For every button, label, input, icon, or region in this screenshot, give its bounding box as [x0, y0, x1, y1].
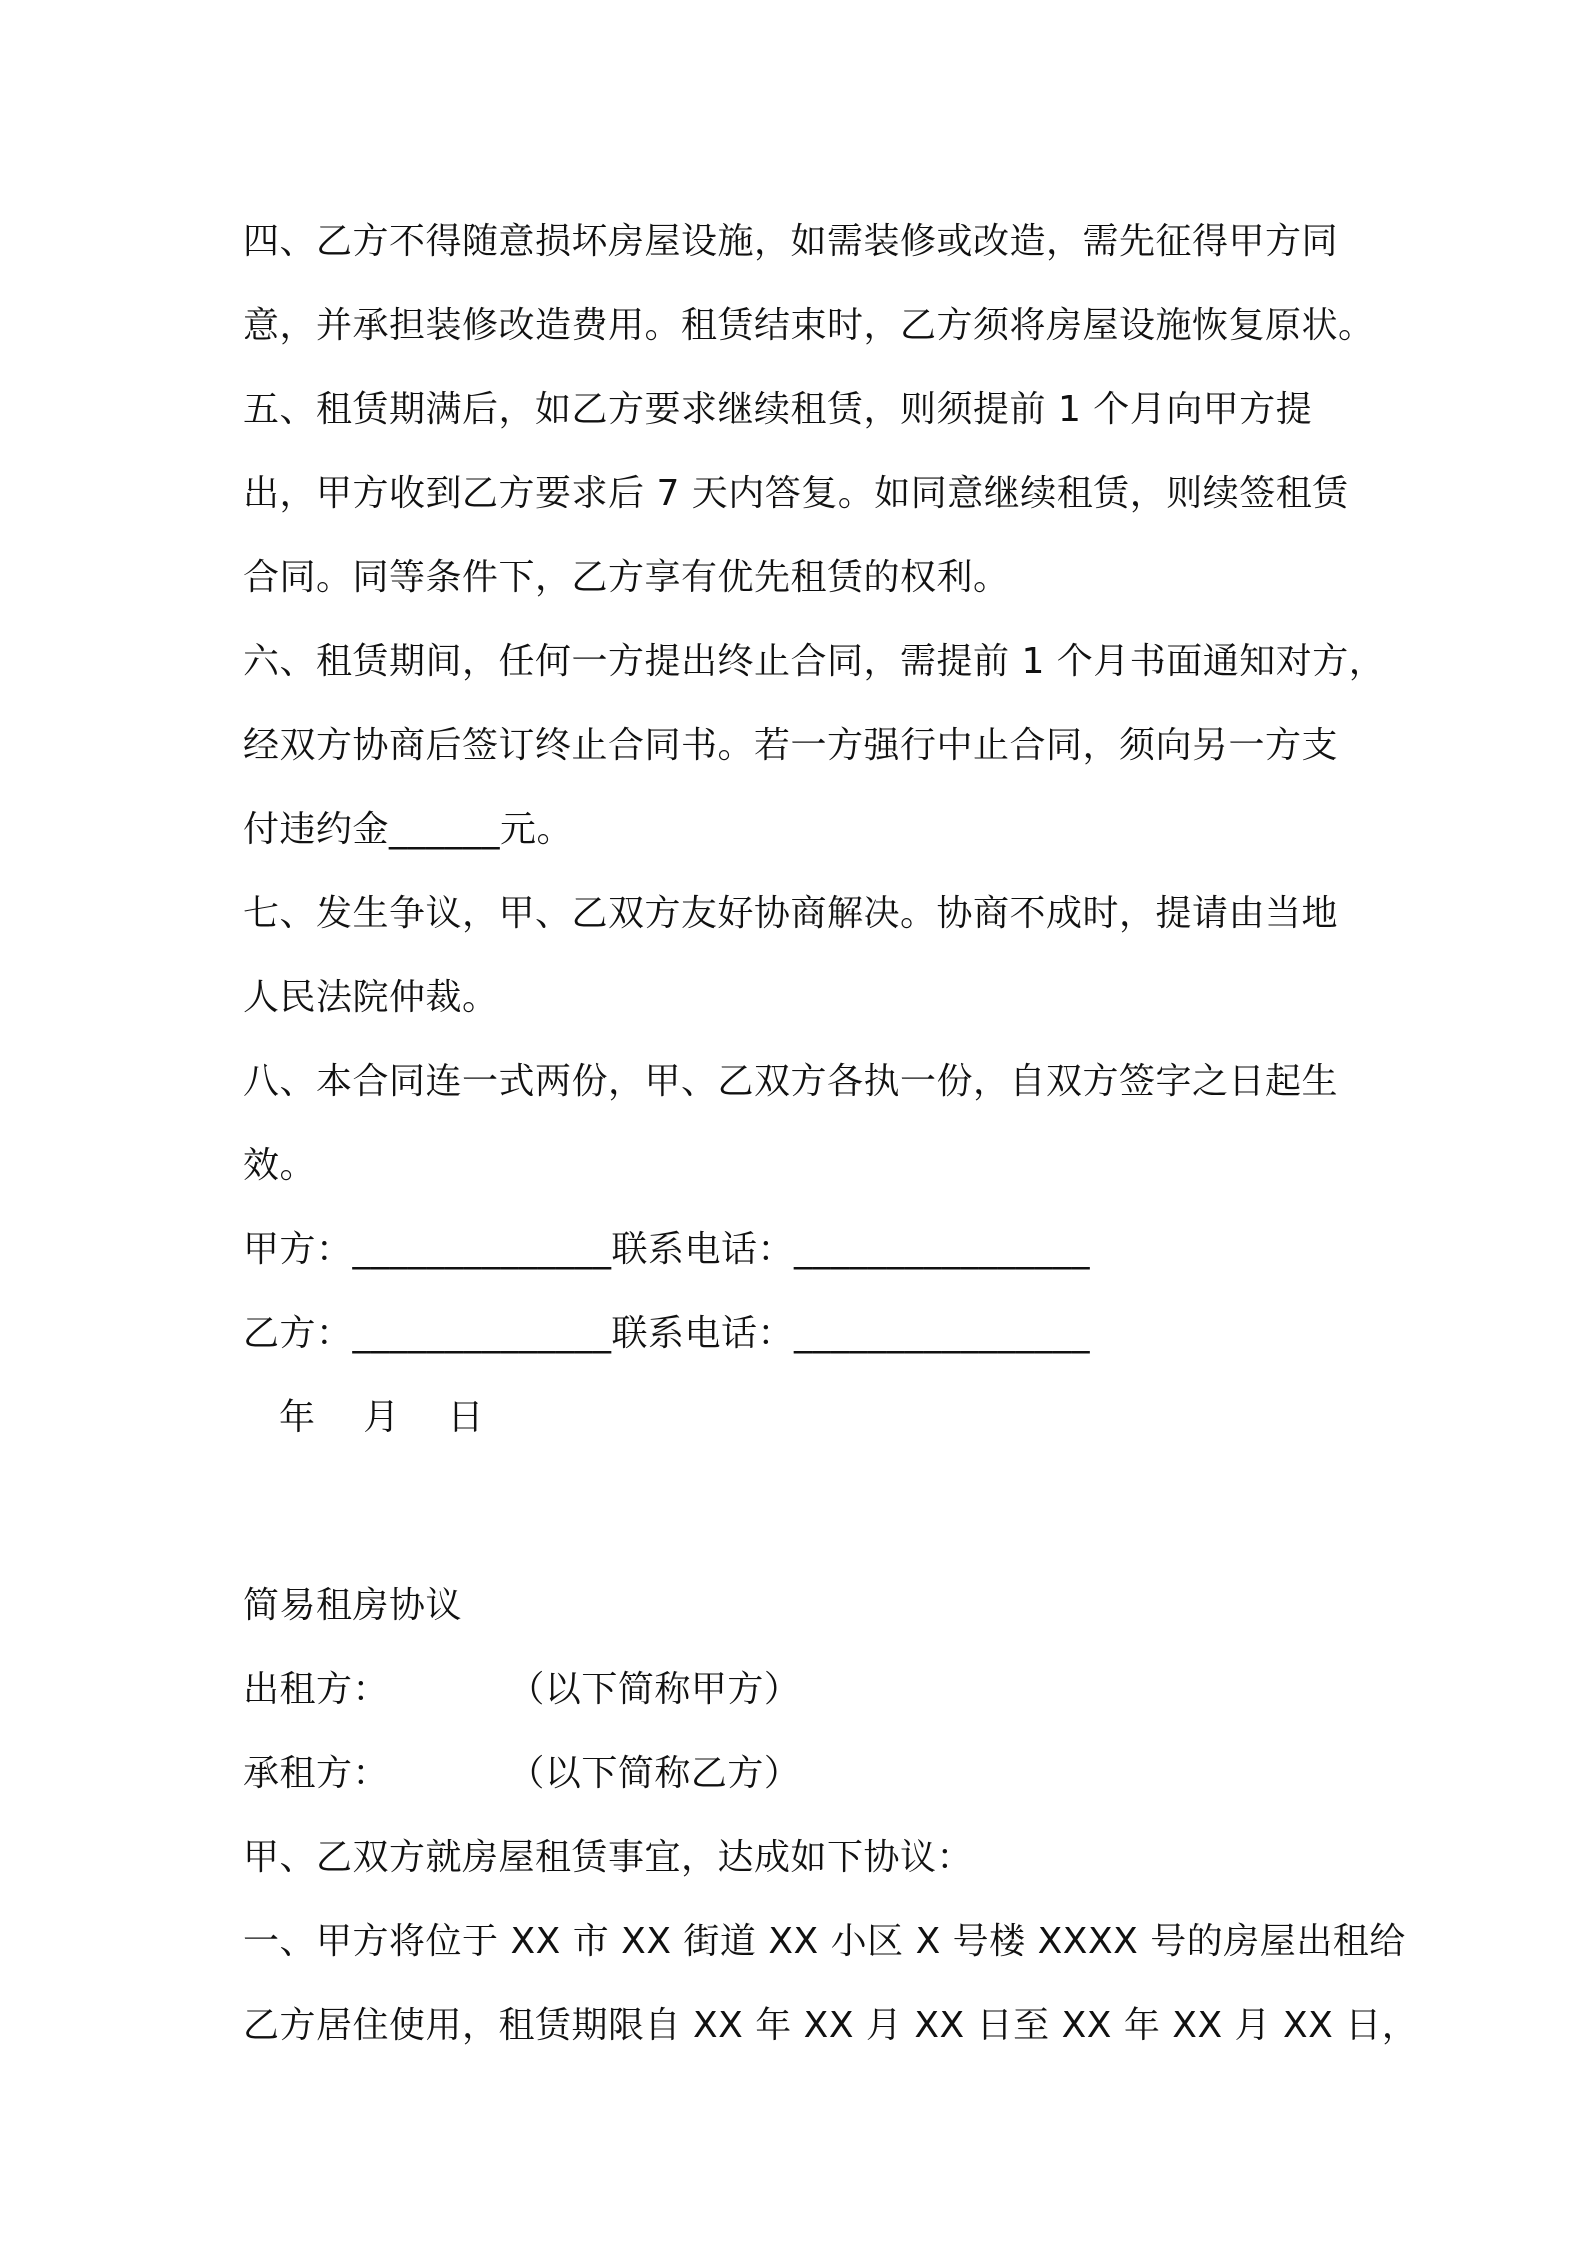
- clause-8-line-2: 效。: [243, 1145, 317, 1186]
- clause-6-line-1: 六、租赁期间，任何一方提出终止合同，需提前 1 个月书面通知对方，: [243, 641, 1386, 682]
- lessee-line: 承租方： （以下简称乙方）: [243, 1753, 801, 1794]
- clause-5-line-3: 合同。同等条件下，乙方享有优先租赁的权利。: [243, 557, 1010, 598]
- clause-4-line-2: 意，并承担装修改造费用。租赁结束时，乙方须将房屋设施恢复原状。: [243, 305, 1375, 346]
- lessor-line: 出租方： （以下简称甲方）: [243, 1669, 801, 1710]
- clause-6-line-2: 经双方协商后签订终止合同书。若一方强行中止合同，须向另一方支: [243, 725, 1339, 766]
- section2-clause-1-line-1: 一、甲方将位于 XX 市 XX 街道 XX 小区 X 号楼 XXXX 号的房屋出租给: [243, 1921, 1406, 1962]
- clause-5-line-1: 五、租赁期满后，如乙方要求继续租赁，则须提前 1 个月向甲方提: [243, 389, 1313, 430]
- agreement-intro-line: 甲、乙双方就房屋租赁事宜，达成如下协议：: [243, 1837, 974, 1878]
- section2-clause-1-line-2: 乙方居住使用，租赁期限自 XX 年 XX 月 XX 日至 XX 年 XX 月 XX 日，: [243, 2005, 1419, 2046]
- date-line: 年 月 日: [279, 1397, 485, 1438]
- clause-8-line-1: 八、本合同连一式两份，甲、乙双方各执一份，自双方签字之日起生: [243, 1061, 1339, 1102]
- section-title: 简易租房协议: [243, 1585, 463, 1626]
- clause-7-line-1: 七、发生争议，甲、乙双方友好协商解决。协商不成时，提请由当地: [243, 893, 1339, 934]
- party-b-signature-line: 乙方：______________联系电话：________________: [243, 1313, 1091, 1354]
- clause-4-line-1: 四、乙方不得随意损坏房屋设施，如需装修或改造，需先征得甲方同: [243, 221, 1339, 262]
- clause-7-line-2: 人民法院仲裁。: [243, 977, 499, 1018]
- party-a-signature-line: 甲方：______________联系电话：________________: [243, 1229, 1091, 1270]
- clause-5-line-2: 出，甲方收到乙方要求后 7 天内答复。如同意继续租赁，则续签租赁: [243, 473, 1349, 514]
- clause-6-line-3: 付违约金______元。: [243, 809, 574, 850]
- contract-page: [243, 200, 1419, 2068]
